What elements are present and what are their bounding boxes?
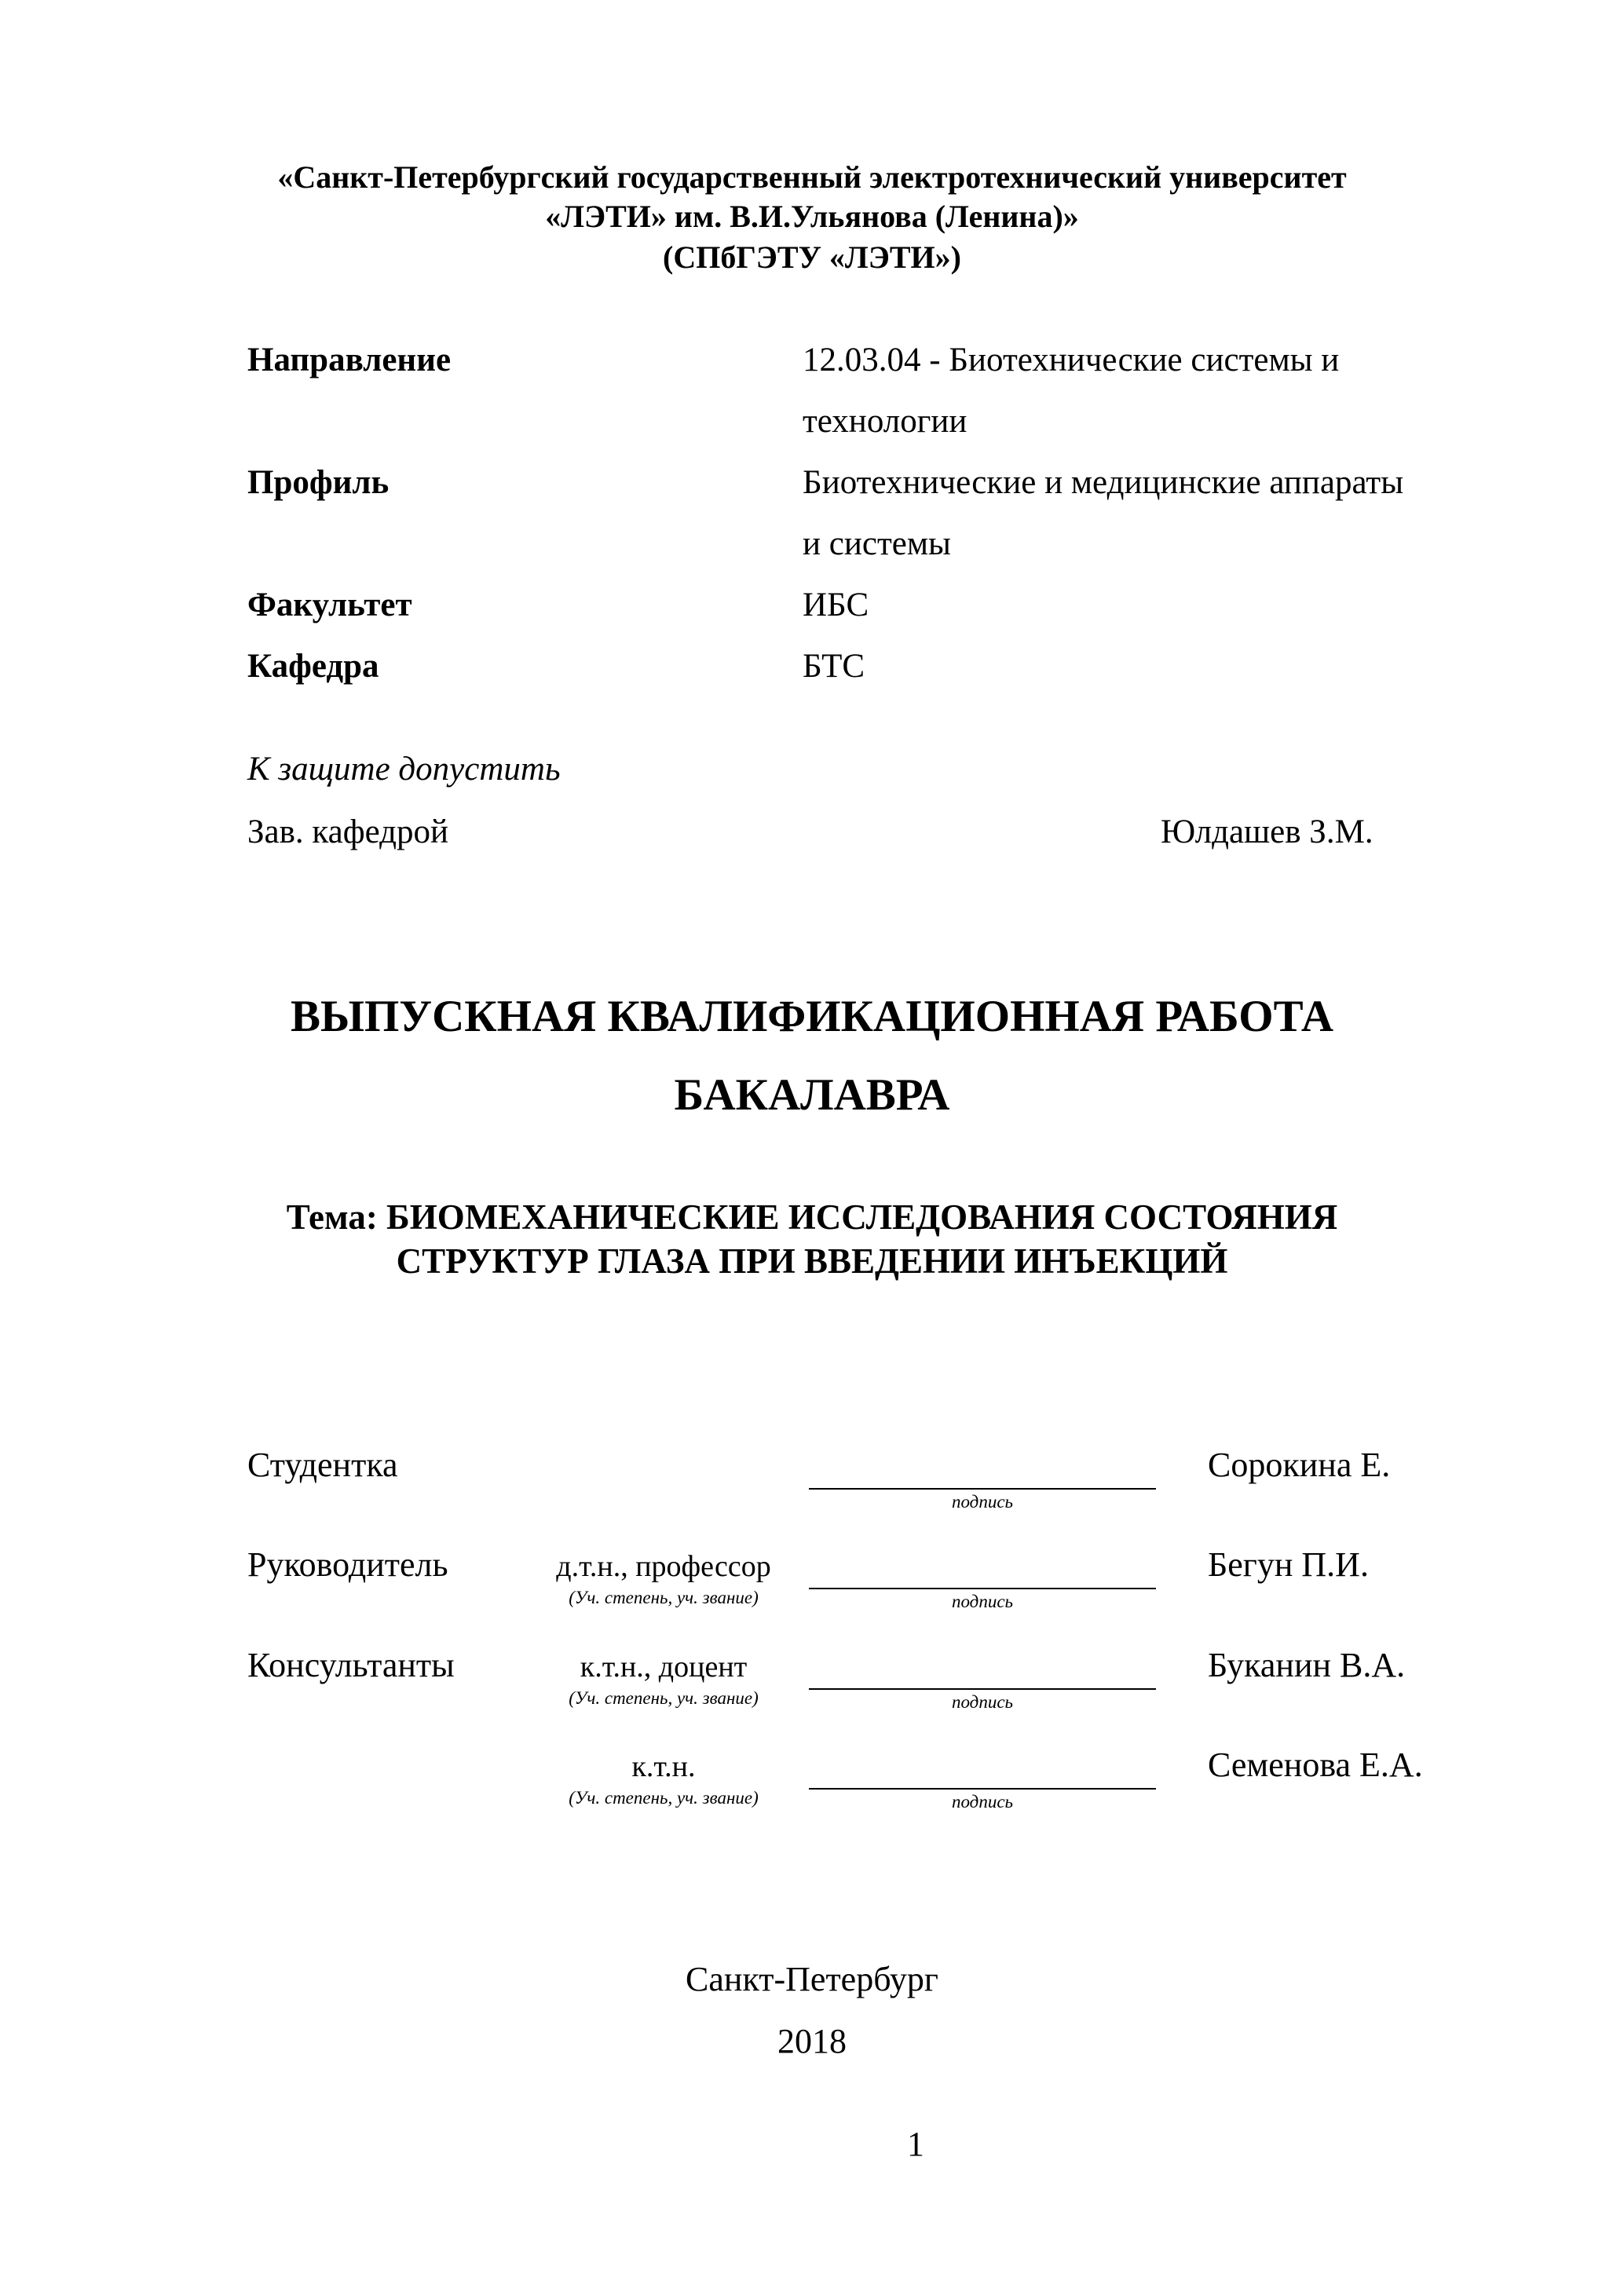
student-name: Сорокина Е. (1208, 1446, 1391, 1484)
signature-line (809, 1488, 1156, 1490)
university-name-line1: «Санкт-Петербургский государственный электротехнический университет (277, 159, 1347, 195)
role-student: Студентка (247, 1446, 398, 1484)
consultant-degree: к.т.н. (631, 1750, 696, 1783)
consultant-degree: к.т.н., доцент (580, 1651, 748, 1684)
faculty-label: Факультет (247, 587, 412, 623)
direction-value-line2: технологии (803, 403, 967, 440)
consultant-name: Семенова Е.А. (1208, 1746, 1423, 1784)
city: Санкт-Петербург (686, 1960, 938, 1998)
year: 2018 (777, 2022, 847, 2060)
university-abbreviation: (СПбГЭТУ «ЛЭТИ») (663, 239, 961, 275)
role-consultants: Консультанты (247, 1646, 455, 1684)
profile-value-line1: Биотехнические и медицинские аппараты (803, 464, 1404, 501)
university-name-line2: «ЛЭТИ» им. В.И.Ульянова (Ленина)» (545, 199, 1079, 234)
thesis-title-line2: БАКАЛАВРА (674, 1070, 950, 1120)
degree-caption: (Уч. степень, уч. звание) (569, 1788, 759, 1808)
profile-value-line2: и системы (803, 525, 951, 562)
supervisor-name: Бегун П.И. (1208, 1545, 1369, 1584)
profile-label: Профиль (247, 464, 390, 501)
signature-caption: подпись (951, 1592, 1013, 1611)
signature-line (809, 1588, 1156, 1589)
consultant-name: Буканин В.А. (1208, 1646, 1406, 1684)
topic-line1: Тема: БИОМЕХАНИЧЕСКИЕ ИССЛЕДОВАНИЯ СОСТОЯНИЯ (286, 1197, 1338, 1237)
page-number: 1 (907, 2125, 924, 2163)
department-label: Кафедра (247, 648, 379, 685)
direction-value-line1: 12.03.04 - Биотехнические системы и (803, 342, 1340, 378)
topic-line2: СТРУКТУР ГЛАЗА ПРИ ВВЕДЕНИИ ИНЪЕКЦИЙ (396, 1241, 1228, 1281)
admission-note: К защите допустить (247, 751, 561, 788)
signature-line (809, 1788, 1156, 1790)
signature-line (809, 1688, 1156, 1690)
signature-caption: подпись (951, 1492, 1013, 1512)
supervisor-degree: д.т.н., профессор (556, 1550, 771, 1583)
signature-caption: подпись (951, 1692, 1013, 1712)
signature-caption: подпись (951, 1792, 1013, 1812)
degree-caption: (Уч. степень, уч. звание) (569, 1688, 759, 1708)
department-value: БТС (803, 648, 865, 685)
role-supervisor: Руководитель (247, 1545, 448, 1584)
thesis-title-line1: ВЫПУСКНАЯ КВАЛИФИКАЦИОННАЯ РАБОТА (290, 992, 1333, 1041)
head-of-department-name: Юлдашев З.М. (1161, 813, 1373, 850)
degree-caption: (Уч. степень, уч. звание) (569, 1588, 759, 1607)
head-of-department-label: Зав. кафедрой (247, 813, 449, 850)
direction-label: Направление (247, 342, 452, 378)
faculty-value: ИБС (803, 587, 869, 623)
